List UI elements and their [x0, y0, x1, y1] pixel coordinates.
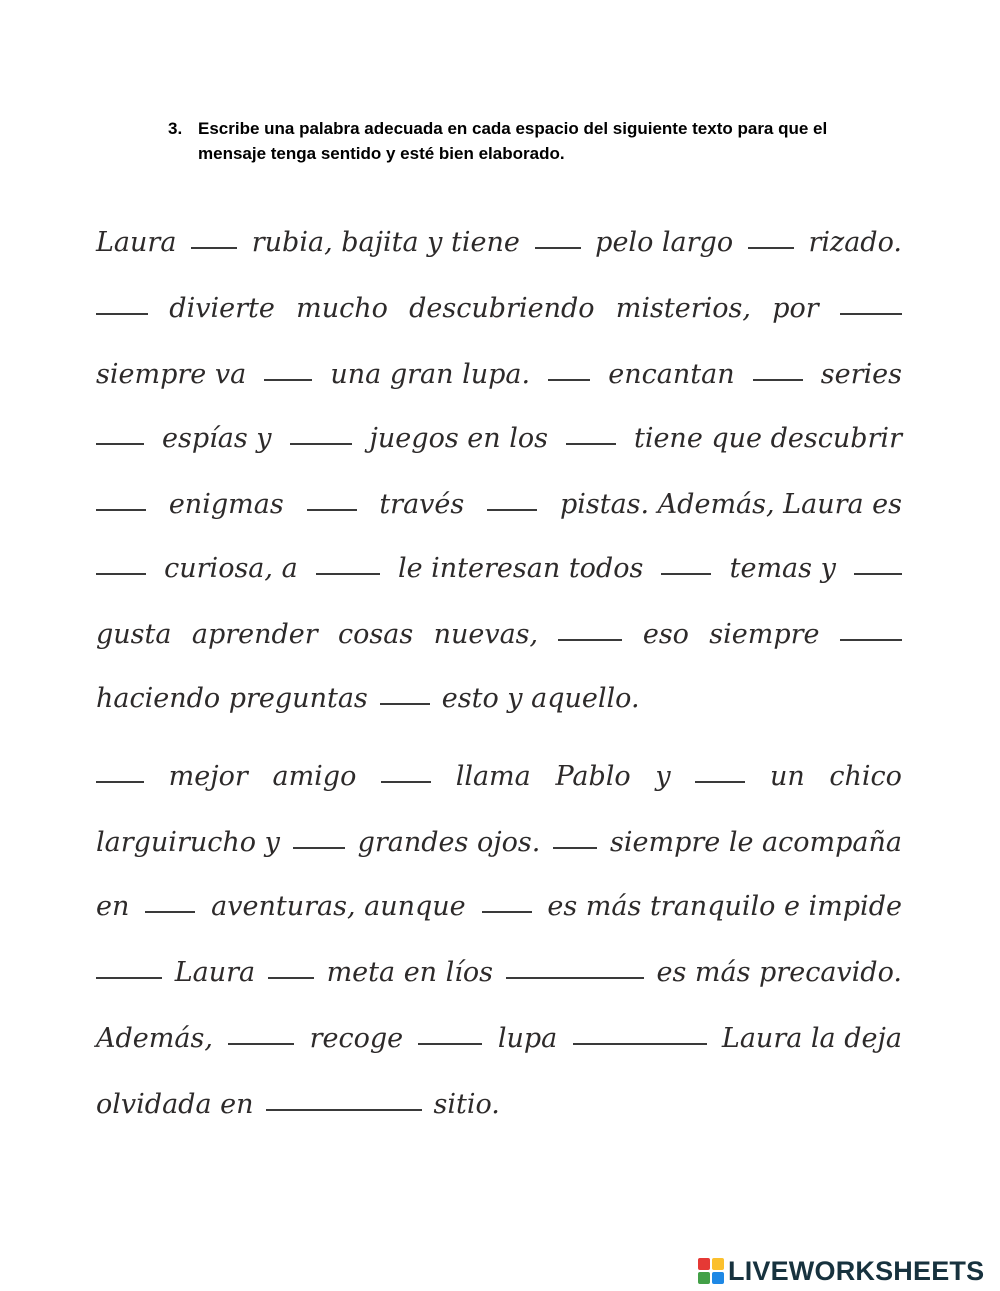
- text-segment: meta en líos: [326, 957, 494, 988]
- fill-in-blank[interactable]: [535, 247, 581, 249]
- liveworksheets-logo: [698, 1254, 984, 1288]
- fill-in-blank[interactable]: [573, 1043, 707, 1045]
- liveworksheets-logo-icon: [698, 1258, 724, 1284]
- paragraph2-line: [96, 948, 902, 998]
- text-segment: pelo largo: [595, 227, 734, 258]
- text-segment: y: [655, 761, 671, 792]
- fill-in-blank[interactable]: [264, 379, 312, 381]
- fill-in-blank[interactable]: [268, 977, 314, 979]
- text-segment: Laura la deja: [721, 1023, 902, 1054]
- paragraph2-line: [96, 882, 902, 932]
- text-segment: Además,: [96, 1023, 213, 1054]
- fill-in-blank[interactable]: [753, 379, 803, 381]
- text-segment: es más tranquilo e impide: [547, 891, 902, 922]
- text-segment: mucho: [296, 293, 388, 324]
- text-segment: una gran lupa.: [330, 359, 531, 390]
- fill-in-blank[interactable]: [558, 639, 622, 641]
- paragraph2-line: [96, 1080, 902, 1130]
- fill-in-blank[interactable]: [228, 1043, 294, 1045]
- text-segment: siempre va: [96, 359, 247, 390]
- fill-in-blank[interactable]: [840, 639, 902, 641]
- paragraph1-line: [96, 544, 902, 594]
- text-segment: aprender: [191, 619, 318, 650]
- text-segment: por: [772, 293, 819, 324]
- text-segment: grandes ojos.: [357, 827, 541, 858]
- fill-in-blank[interactable]: [96, 509, 146, 511]
- text-segment: recoge: [309, 1023, 404, 1054]
- paragraph2-line: [96, 818, 902, 868]
- text-segment: misterios,: [615, 293, 751, 324]
- text-segment: rizado.: [808, 227, 902, 258]
- text-segment: temas y: [729, 553, 836, 584]
- fill-in-blank[interactable]: [96, 781, 144, 783]
- text-segment: larguirucho y: [96, 827, 280, 858]
- text-segment: Laura: [174, 957, 256, 988]
- fill-in-blank[interactable]: [482, 911, 532, 913]
- fill-in-blank[interactable]: [380, 703, 430, 705]
- fill-in-blank[interactable]: [96, 977, 162, 979]
- fill-in-blank[interactable]: [840, 313, 902, 315]
- text-segment: curiosa, a: [164, 553, 298, 584]
- brand-name: LIVEWORKSHEETS: [728, 1255, 985, 1286]
- text-segment: Pablo: [555, 761, 631, 792]
- text-segment: olvidada en: [96, 1089, 254, 1120]
- text-segment: aventuras, aunque: [211, 891, 466, 922]
- text-segment: sitio.: [433, 1089, 500, 1120]
- fill-in-blank[interactable]: [854, 573, 902, 575]
- fill-in-blank[interactable]: [566, 443, 616, 445]
- text-segment: pistas. Además, Laura es: [559, 489, 902, 520]
- text-segment: le interesan todos: [397, 553, 644, 584]
- text-segment: tiene que descubrir: [633, 423, 902, 454]
- text-segment: nuevas,: [433, 619, 539, 650]
- fill-in-blank[interactable]: [290, 443, 352, 445]
- text-segment: espías y: [162, 423, 272, 454]
- instruction-text: Escribe una palabra adecuada en cada espacio del siguiente texto para que el mensaje tenga sentido y esté bien elaborado.: [198, 119, 828, 163]
- text-segment: series: [820, 359, 902, 390]
- fill-in-blank[interactable]: [748, 247, 794, 249]
- text-segment: amigo: [272, 761, 357, 792]
- text-segment: enigmas: [168, 489, 284, 520]
- paragraph1-line: [96, 610, 902, 660]
- text-segment: juegos en los: [369, 423, 548, 454]
- fill-in-blank[interactable]: [506, 977, 644, 979]
- instruction-number: 3.: [168, 119, 183, 138]
- text-segment: rubia, bajita y tiene: [251, 227, 520, 258]
- fill-in-blank[interactable]: [293, 847, 345, 849]
- text-segment: siempre: [709, 619, 820, 650]
- fill-in-blank[interactable]: [96, 313, 148, 315]
- paragraph1-line: [96, 284, 902, 334]
- fill-in-blank[interactable]: [316, 573, 380, 575]
- text-segment: siempre le acompaña: [610, 827, 902, 858]
- fill-in-blank[interactable]: [661, 573, 711, 575]
- text-segment: cosas: [338, 619, 414, 650]
- fill-in-blank[interactable]: [548, 379, 590, 381]
- text-segment: encantan: [608, 359, 735, 390]
- text-segment: divierte: [169, 293, 275, 324]
- text-segment: través: [379, 489, 465, 520]
- fill-in-blank[interactable]: [145, 911, 195, 913]
- fill-in-blank[interactable]: [381, 781, 431, 783]
- paragraph2-line: [96, 752, 902, 802]
- fill-in-blank[interactable]: [418, 1043, 482, 1045]
- fill-in-blank[interactable]: [96, 443, 144, 445]
- text-segment: descubriendo: [409, 293, 595, 324]
- fill-in-blank[interactable]: [487, 509, 537, 511]
- fill-in-blank[interactable]: [191, 247, 237, 249]
- fill-in-blank[interactable]: [96, 573, 146, 575]
- text-segment: en: [96, 891, 130, 922]
- paragraph1-line: [96, 414, 902, 464]
- paragraph1-line: [96, 674, 902, 724]
- fill-in-blank[interactable]: [553, 847, 597, 849]
- paragraph1-line: [96, 350, 902, 400]
- fill-in-blank[interactable]: [695, 781, 745, 783]
- text-segment: esto y aquello.: [441, 683, 640, 714]
- text-segment: lupa: [497, 1023, 558, 1054]
- text-segment: gusta: [96, 619, 172, 650]
- text-segment: un: [769, 761, 805, 792]
- paragraph1-line: [96, 218, 902, 268]
- text-segment: Laura: [96, 227, 177, 258]
- fill-in-blank[interactable]: [307, 509, 357, 511]
- text-segment: eso: [642, 619, 689, 650]
- fill-in-blank[interactable]: [266, 1109, 422, 1111]
- text-segment: chico: [829, 761, 902, 792]
- paragraph2-line: [96, 1014, 902, 1064]
- paragraph1-line: [96, 480, 902, 530]
- text-segment: haciendo preguntas: [96, 683, 368, 714]
- text-segment: es más precavido.: [656, 957, 902, 988]
- text-segment: mejor: [168, 761, 248, 792]
- text-segment: llama: [455, 761, 531, 792]
